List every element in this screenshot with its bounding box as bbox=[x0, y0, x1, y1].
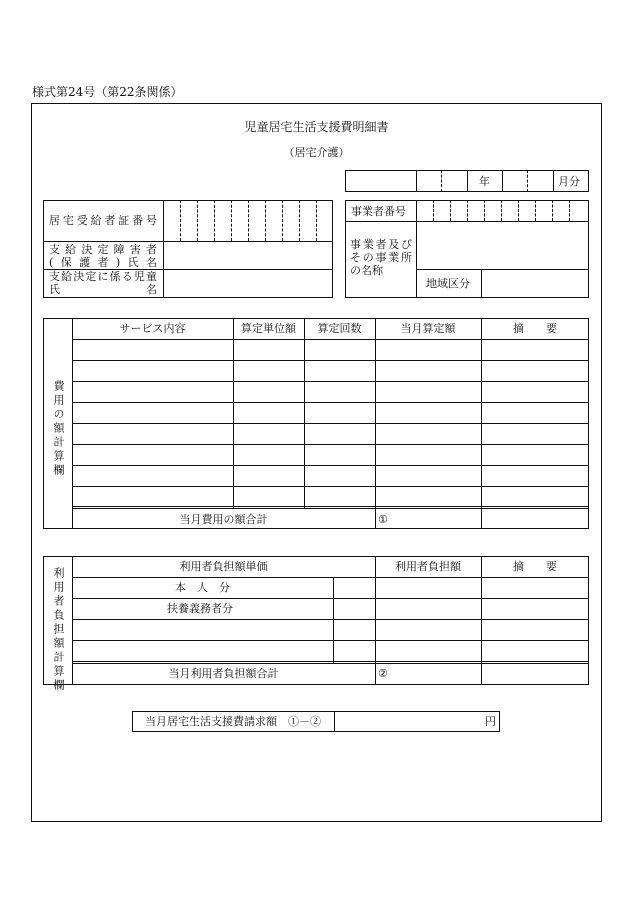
year-field[interactable] bbox=[417, 171, 467, 191]
cost-total-marker: ① bbox=[378, 513, 388, 526]
form-title: 児童居宅生活支援費明細書 bbox=[244, 120, 389, 134]
burden-total-label: 当月利用者負担額合計 bbox=[168, 667, 279, 680]
cert-number-field[interactable] bbox=[164, 201, 332, 240]
claim-amount-field[interactable] bbox=[335, 712, 483, 731]
header-monthly-amount: 当月算定額 bbox=[400, 322, 456, 335]
header-burden-remarks: 摘 要 bbox=[513, 560, 557, 573]
header-unit-amount: 算定単位額 bbox=[241, 322, 296, 335]
form-number-label: 様式第24号（第22条関係） bbox=[32, 85, 183, 99]
region-label: 地域区分 bbox=[426, 277, 470, 290]
child-name-field[interactable] bbox=[164, 270, 332, 297]
provider-number-label: 事業者番号 bbox=[351, 205, 406, 218]
burden-total-marker: ② bbox=[378, 667, 388, 680]
region-field[interactable] bbox=[482, 270, 588, 297]
cert-number-label: 居宅受給者証番号 bbox=[49, 214, 157, 227]
cost-total-field[interactable] bbox=[376, 509, 480, 528]
cost-total-label: 当月費用の額合計 bbox=[179, 513, 268, 526]
row-self: 本 人 分 bbox=[175, 581, 230, 594]
claim-unit: 円 bbox=[485, 715, 496, 728]
year-label: 年 bbox=[479, 175, 490, 188]
row-support-obligor: 扶養義務者分 bbox=[167, 602, 233, 615]
provider-name-field[interactable] bbox=[417, 222, 588, 268]
cost-side-label: 費用の額計算欄 bbox=[52, 380, 65, 478]
header-burden-unit-price: 利用者負担額単価 bbox=[179, 560, 268, 573]
burden-side-label: 利用者負担額計算欄 bbox=[52, 567, 65, 693]
header-burden-amount: 利用者負担額 bbox=[395, 560, 461, 573]
guardian-name-label: 支給決定障害者 (保護者)氏名 bbox=[49, 243, 157, 269]
form-subtitle: （居宅介護） bbox=[283, 146, 350, 159]
guardian-name-field[interactable] bbox=[164, 242, 332, 268]
provider-number-field[interactable] bbox=[417, 201, 588, 220]
month-field[interactable] bbox=[503, 171, 553, 191]
claim-label: 当月居宅生活支援費請求額 ①－② bbox=[145, 715, 321, 728]
header-remarks: 摘 要 bbox=[513, 322, 557, 335]
child-name-label: 支給決定に係る児童 氏 名 bbox=[49, 270, 157, 296]
month-label: 月分 bbox=[558, 175, 580, 188]
header-service-content: サービス内容 bbox=[119, 322, 186, 335]
burden-total-field[interactable] bbox=[376, 664, 480, 684]
provider-name-label: 事業者及び その事業所 の名称 bbox=[350, 238, 412, 277]
header-count: 算定回数 bbox=[317, 322, 362, 335]
